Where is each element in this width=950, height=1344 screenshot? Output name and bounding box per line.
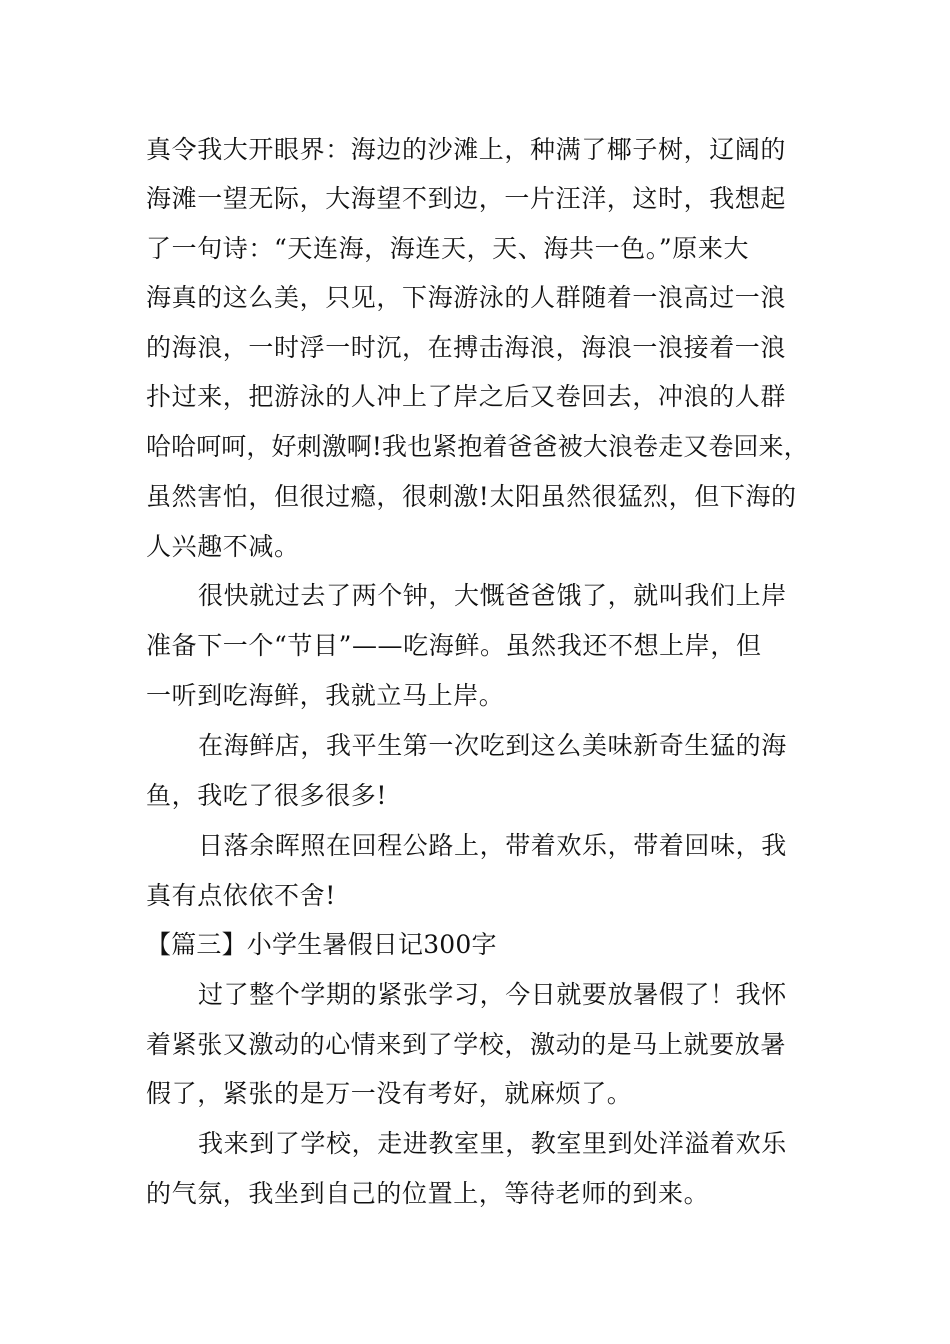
text-line: 假了，紧张的是万一没有考好，就麻烦了。: [146, 1079, 633, 1108]
text-line: 海滩一望无际，大海望不到边，一片汪洋，这时，我想起: [146, 184, 787, 213]
text-line: 了一句诗：“天连海，海连天，天、海共一色。”原来大: [146, 234, 750, 263]
paragraph-first-line: 日落余晖照在回程公路上，带着欢乐，带着回味，我: [198, 831, 787, 860]
paragraph-first-line: 我来到了学校，走进教室里，教室里到处洋溢着欢乐: [198, 1129, 787, 1158]
text-line: 一听到吃海鲜，我就立马上岸。: [146, 681, 505, 710]
text-line: 着紧张又激动的心情来到了学校，激动的是马上就要放暑: [146, 1030, 787, 1059]
text-line: 人兴趣不减。: [146, 532, 300, 561]
text-line: 海真的这么美，只见，下海游泳的人群随着一浪高过一浪: [146, 283, 787, 312]
text-line: 真令我大开眼界：海边的沙滩上，种满了椰子树，辽阔的: [146, 135, 787, 164]
text-line: 扑过来，把游泳的人冲上了岸之后又卷回去，冲浪的人群: [146, 382, 787, 411]
text-line: 鱼，我吃了很多很多!: [146, 781, 388, 810]
paragraph-first-line: 很快就过去了两个钟，大慨爸爸饿了，就叫我们上岸: [198, 581, 787, 610]
text-line: 的海浪，一时浮一时沉，在搏击海浪，海浪一浪接着一浪: [146, 333, 787, 362]
text-line: 虽然害怕，但很过瘾，很刺激!太阳虽然很猛烈，但下海的: [146, 482, 797, 511]
text-line: 真有点依依不舍!: [146, 881, 336, 910]
text-line: 准备下一个“节目”——吃海鲜。虽然我还不想上岸，但: [146, 631, 762, 660]
section-heading: 【篇三】小学生暑假日记300字: [146, 930, 497, 959]
text-line: 的气氛，我坐到自己的位置上，等待老师的到来。: [146, 1179, 710, 1208]
paragraph-first-line: 过了整个学期的紧张学习，今日就要放暑假了！我怀: [198, 980, 787, 1009]
paragraph-first-line: 在海鲜店，我平生第一次吃到这么美味新奇生猛的海: [198, 731, 787, 760]
text-line: 哈哈呵呵，好刺激啊!我也紧抱着爸爸被大浪卷走又卷回来，: [146, 432, 809, 461]
